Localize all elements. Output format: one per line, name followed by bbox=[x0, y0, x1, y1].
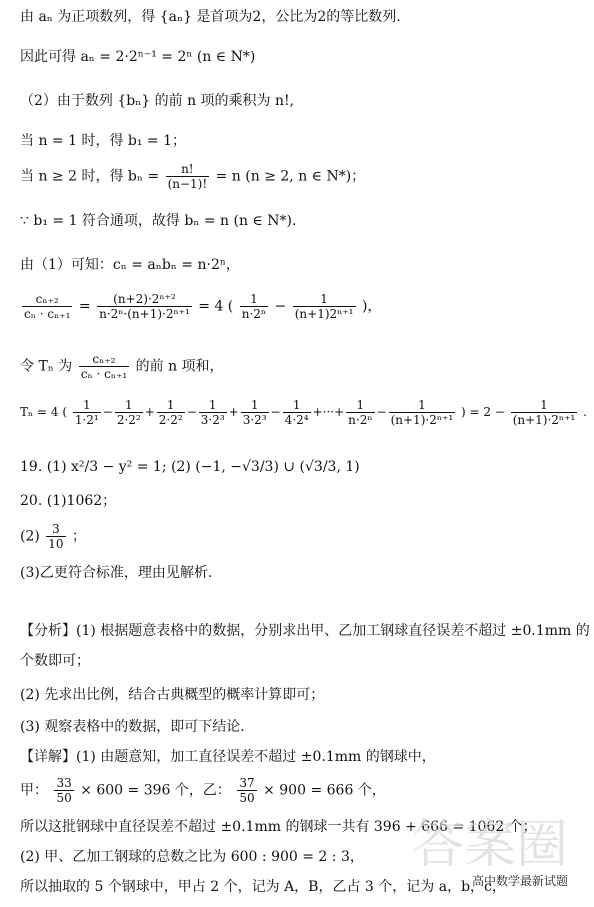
text-line: (3)乙更符合标准，理由见解析. bbox=[20, 565, 213, 581]
text-segment: 令 Tₙ 为 bbox=[20, 358, 73, 375]
numerator: (n+2)·2ⁿ⁺² bbox=[97, 292, 192, 307]
numerator: cₙ₊₂ bbox=[79, 352, 129, 367]
numerator: 1 bbox=[240, 292, 268, 307]
denominator: 10 bbox=[48, 537, 64, 551]
denominator: 1·2¹ bbox=[74, 413, 99, 427]
denominator: (n−1)! bbox=[167, 177, 208, 191]
text-segment: 的前 n 项和， bbox=[135, 358, 224, 375]
operator: + bbox=[144, 405, 155, 419]
text-segment: . bbox=[583, 405, 587, 419]
denominator: 3·2³ bbox=[200, 413, 225, 427]
text-segment: 当 n ≥ 2 时，得 bₙ = bbox=[20, 168, 160, 185]
text-segment: = n (n ≥ 2, n ∈ N*)； bbox=[215, 168, 366, 185]
numerator: 1 bbox=[293, 292, 356, 307]
svg-text:答案圈: 答案圈 bbox=[412, 815, 569, 875]
denominator: (n+1)·2ⁿ⁺¹ bbox=[390, 413, 454, 427]
text-line: (2) 先求出比例，结合古典概型的概率计算即可； bbox=[20, 687, 325, 703]
numerator: 1 bbox=[157, 398, 185, 413]
denominator: 50 bbox=[239, 791, 255, 805]
text-line: (3) 观察表格中的数据，即可下结论. bbox=[20, 719, 245, 735]
fraction bbox=[46, 522, 65, 551]
formula-line bbox=[20, 776, 386, 805]
text-line: 因此可得 aₙ = 2·2ⁿ⁻¹ = 2ⁿ (n ∈ N*) bbox=[20, 49, 256, 65]
formula-line bbox=[20, 522, 86, 551]
text-segment: × 900 = 666 个， bbox=[263, 782, 386, 799]
watermark bbox=[402, 802, 594, 903]
numerator: 3 bbox=[46, 522, 65, 537]
fraction bbox=[54, 776, 73, 805]
fraction bbox=[79, 352, 129, 381]
text-segment: ) = 2 − bbox=[461, 405, 505, 419]
formula-line bbox=[20, 398, 587, 427]
text-line: 19. (1) x²/3 − y² = 1; (2) (−1, −√3/3) ∪ (√3/3, 1) bbox=[20, 459, 360, 475]
operator: − bbox=[376, 405, 387, 419]
numerator: 1 bbox=[346, 398, 374, 413]
numerator: cₙ₊₂ bbox=[22, 292, 72, 307]
series-fraction bbox=[73, 398, 101, 427]
text-segment: (2) bbox=[20, 528, 40, 545]
numerator: 1 bbox=[283, 398, 311, 413]
series-fraction bbox=[346, 398, 374, 427]
fraction bbox=[237, 776, 256, 805]
text-line: 20. (1)1062； bbox=[20, 493, 117, 509]
text-line: 当 n = 1 时，得 b₁ = 1； bbox=[20, 133, 187, 149]
text-line: 个数即可； bbox=[20, 653, 90, 669]
fraction bbox=[166, 162, 210, 191]
numerator: 1 bbox=[241, 398, 269, 413]
numerator: 1 bbox=[511, 398, 578, 413]
numerator: n! bbox=[166, 162, 210, 177]
series-fraction bbox=[389, 398, 456, 427]
text-line: 所以这批钢球中直径误差不超过 ±0.1mm 的钢球一共有 396 + 666 = 1062 个； bbox=[20, 819, 537, 835]
minus-sign: − bbox=[274, 298, 287, 315]
text-line: (2) 甲、乙加工钢球的总数之比为 600 : 900 = 2 : 3， bbox=[20, 849, 364, 865]
operator: + bbox=[228, 405, 239, 419]
denominator: cₙ · cₙ₊₁ bbox=[24, 307, 71, 321]
numerator: 1 bbox=[199, 398, 227, 413]
denominator: cₙ · cₙ₊₁ bbox=[80, 367, 128, 381]
text-line: 由（1）可知：cₙ = aₙbₙ = n·2ⁿ， bbox=[20, 257, 240, 273]
fraction bbox=[97, 292, 192, 321]
fraction bbox=[240, 292, 268, 321]
series-terms bbox=[71, 398, 457, 427]
text-line: 由 aₙ 为正项数列，得 {aₙ} 是首项为2，公比为2的等比数列. bbox=[20, 9, 401, 25]
text-segment: Tₙ = 4 ( bbox=[20, 405, 68, 419]
equals-sign: = bbox=[78, 298, 91, 315]
formula-line bbox=[20, 162, 365, 191]
fraction bbox=[293, 292, 356, 321]
series-fraction bbox=[115, 398, 143, 427]
text-line: ∵ b₁ = 1 符合通项，故得 bₙ = n (n ∈ N*). bbox=[20, 213, 297, 229]
text-line: 所以抽取的 5 个钢球中，甲占 2 个，记为 A，B，乙占 3 个，记为 a，b，c， bbox=[20, 879, 506, 895]
text-segment: ； bbox=[72, 528, 87, 545]
text-segment: 甲： bbox=[20, 782, 48, 799]
operator: − bbox=[186, 405, 197, 419]
denominator: (n+1)·2ⁿ⁺¹ bbox=[512, 413, 576, 427]
formula-line bbox=[20, 352, 224, 381]
series-fraction bbox=[283, 398, 311, 427]
operator: +···+ bbox=[312, 405, 345, 419]
series-fraction bbox=[241, 398, 269, 427]
denominator: n·2ⁿ bbox=[241, 307, 267, 321]
text-line: 【分析】(1) 根据题意表格中的数据，分别求出甲、乙加工钢球直径误差不超过 ±0.1mm 的 bbox=[20, 623, 590, 639]
formula-line bbox=[20, 292, 381, 321]
numerator: 1 bbox=[115, 398, 143, 413]
denominator: 2·2² bbox=[158, 413, 183, 427]
denominator: 4·2⁴ bbox=[284, 413, 309, 427]
denominator: 3·2³ bbox=[242, 413, 267, 427]
denominator: (n+1)2ⁿ⁺¹ bbox=[294, 307, 354, 321]
fraction bbox=[511, 398, 578, 427]
numerator: 33 bbox=[56, 776, 72, 790]
text-segment: × 600 = 396 个，乙： bbox=[80, 782, 231, 799]
fraction bbox=[22, 292, 72, 321]
denominator: 2·2² bbox=[116, 413, 141, 427]
watermark-caption: 高中数学最新试题 bbox=[472, 874, 569, 888]
denominator: n·2ⁿ bbox=[348, 413, 373, 427]
numerator: 1 bbox=[389, 398, 456, 413]
denominator: n·2ⁿ·(n+1)·2ⁿ⁺¹ bbox=[99, 307, 190, 321]
denominator: 50 bbox=[56, 791, 72, 805]
operator: − bbox=[102, 405, 113, 419]
numerator: 37 bbox=[239, 776, 255, 790]
text-segment: )， bbox=[361, 298, 382, 315]
numerator: 1 bbox=[73, 398, 101, 413]
text-line: 【详解】(1) 由题意知，加工直径误差不超过 ±0.1mm 的钢球中， bbox=[20, 749, 436, 765]
operator: − bbox=[270, 405, 281, 419]
text-line: （2）由于数列 {bₙ} 的前 n 项的乘积为 n!, bbox=[20, 93, 295, 109]
series-fraction bbox=[157, 398, 185, 427]
text-segment: = 4 ( bbox=[198, 298, 234, 315]
series-fraction bbox=[199, 398, 227, 427]
